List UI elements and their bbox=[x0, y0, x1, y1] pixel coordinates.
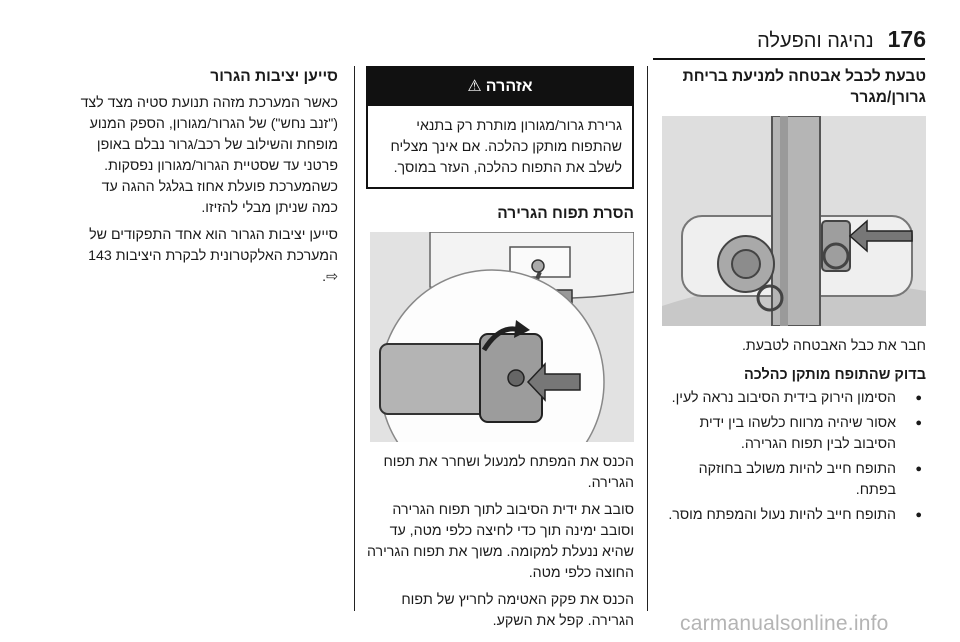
tow-ball-removal-figure bbox=[370, 232, 634, 442]
warning-triangle-icon: ⚠ bbox=[467, 78, 482, 95]
header-rule bbox=[653, 58, 925, 60]
warning-title: אזהרה bbox=[485, 78, 533, 95]
trailer-stability-paragraph: כאשר המערכת מזהה תנועת סטיה מצד לצד ("זנב נחש") של הגרור/מגורון, הספק המנוע מופחת והשילוב של רכב/גרור נבלם באופן פרטני עד שסטיית הגרור/מגורון נפסקות. כשהמערכת פועלת אחוז בגלגל ההגה עד כמה שניתן מבלי להזיזו. bbox=[80, 95, 338, 216]
column-divider-left bbox=[354, 66, 355, 611]
warning-text: גרירת גרור/מגורון מותרת רק בתנאי שהתפוח מותקן כהלכה. אם אינך מצליח לשלב את התפוח כהלכה, העזר במוסך. bbox=[390, 118, 622, 176]
security-ring-figure bbox=[662, 116, 926, 326]
warning-header bbox=[368, 68, 632, 106]
watermark: carmanualsonline.info bbox=[680, 612, 889, 635]
removal-step: הכנס את המפתח למנעול ושחרר את תפוח הגרירה. bbox=[383, 454, 634, 491]
left-column bbox=[76, 66, 338, 294]
check-item: ● התופח חייב להיות משולב בחוזקה בפתח. bbox=[660, 459, 926, 501]
middle-column bbox=[366, 66, 634, 638]
ring-section-heading: טבעת לכבל אבטחה למניעת בריחת גרורן/מגרר bbox=[682, 68, 926, 106]
warning-box bbox=[366, 66, 634, 189]
removal-step: הכנס את פקק האטימה לחריץ של תפוח הגרירה. קפל את השקע. bbox=[401, 592, 634, 629]
figure-caption: חבר את כבל האבטחה לטבעת. bbox=[741, 338, 926, 354]
page-number: 176 bbox=[887, 26, 926, 52]
removal-heading: הסרת תפוח הגרירה bbox=[497, 205, 634, 222]
section-title: נהיגה והפעלה bbox=[757, 30, 874, 52]
trailer-stability-paragraph: סייען יציבות הגרור הוא אחד התפקודים של המערכת האלקטרונית לבקרת היציבות 143 ⇨. bbox=[88, 227, 338, 285]
check-list bbox=[660, 388, 926, 526]
right-column bbox=[660, 66, 926, 530]
check-heading: בדוק שהתופח מותקן כהלכה bbox=[743, 367, 926, 383]
trailer-stability-heading: סייען יציבות הגרור bbox=[210, 68, 338, 85]
column-divider-right bbox=[647, 66, 648, 611]
tow-ball-illustration bbox=[370, 232, 634, 442]
check-item: ● הסימון הירוק בידית הסיבוב נראה לעין. bbox=[660, 388, 926, 409]
check-item: ● התופח חייב להיות נעול והמפתח מוסר. bbox=[660, 505, 926, 526]
check-item: ● אסור שיהיה מרווח כלשהו בין ידית הסיבוב לבין תפוח הגרירה. bbox=[660, 413, 926, 455]
removal-step: סובב את ידית הסיבוב לתוך תפוח הגרירה וסובב ימינה תוך כדי לחיצה כלפי מטה, עד שהיא ננעלת למקומה. משוך את תפוח הגרירה החוצה כלפי מטה. bbox=[366, 502, 634, 581]
page-header bbox=[600, 26, 926, 56]
security-ring-illustration bbox=[662, 116, 926, 326]
